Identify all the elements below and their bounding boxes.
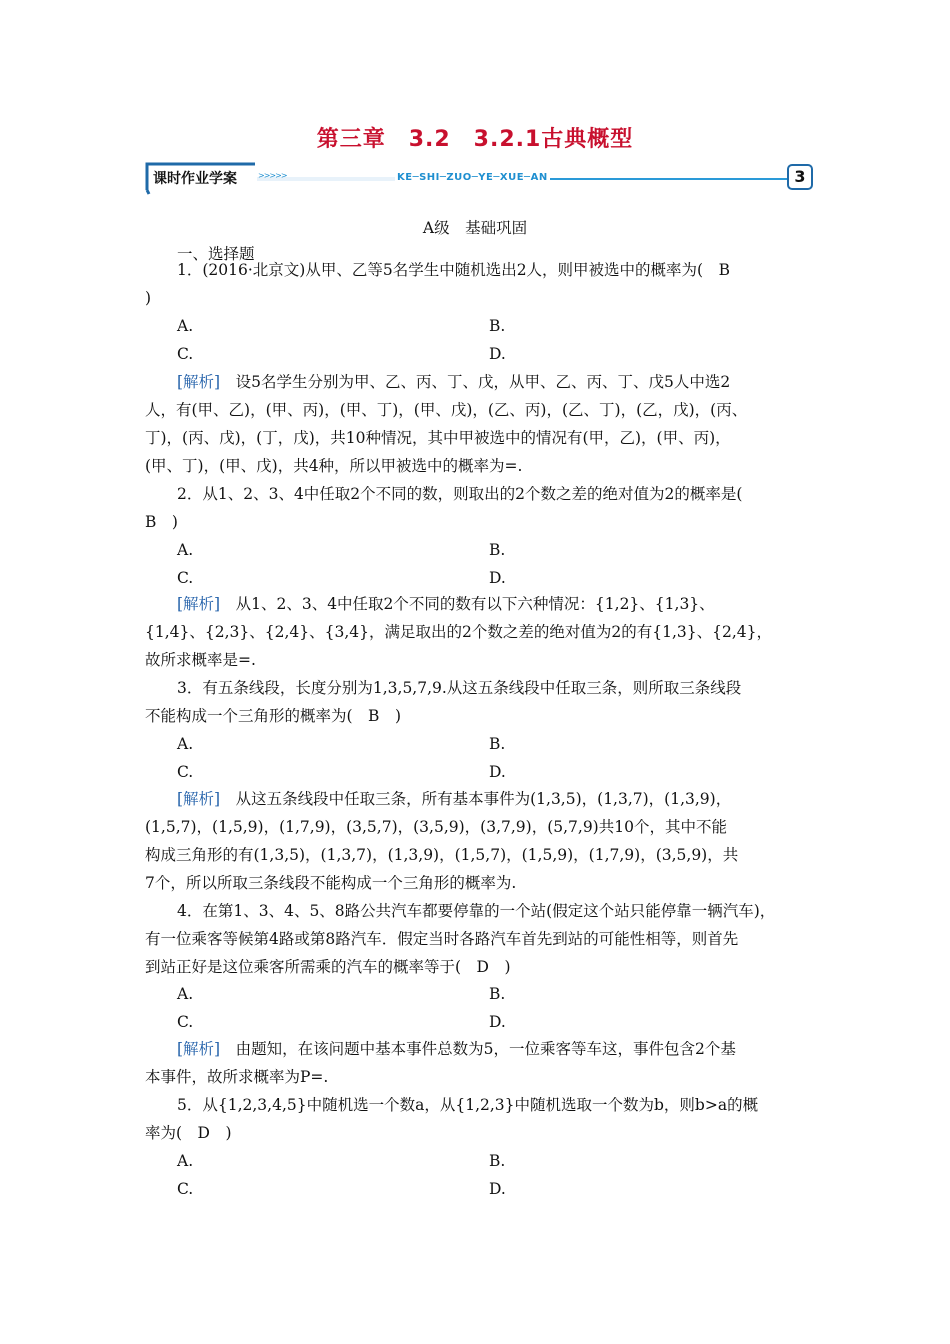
banner-pinyin: KE─SHI─ZUO─YE─XUE─AN <box>397 172 548 183</box>
text-line <box>145 650 256 670</box>
text-line <box>177 316 193 336</box>
line-text: B ) <box>145 513 178 531</box>
option-label: D. <box>489 1013 506 1031</box>
text-line <box>145 706 401 726</box>
banner-label: 课时作业学案 <box>153 171 237 187</box>
text-line <box>145 456 522 476</box>
text-line <box>145 817 727 837</box>
line-text: 从这五条线段中任取三条，所有基本事件为(1,3,5)，(1,3,7)，(1,3,9)， <box>220 790 732 808</box>
text-line <box>177 901 775 921</box>
line-text: C. <box>177 763 194 781</box>
text-line <box>145 929 738 949</box>
line-text: A. <box>177 317 194 335</box>
analysis-line <box>177 594 715 614</box>
text-line <box>177 734 193 754</box>
line-text: A. <box>177 1152 194 1170</box>
line-text: A. <box>177 541 194 559</box>
homework-banner <box>145 160 815 198</box>
option-label: B. <box>489 1152 506 1170</box>
analysis-label: [解析] <box>177 373 221 391</box>
banner-number-badge: 3 <box>787 164 813 190</box>
line-text: ) <box>145 289 152 307</box>
line-text: C. <box>177 1180 194 1198</box>
line-text: 由题知，在该问题中基本事件总数为5，一位乘客等车这，事件包含2个基 <box>220 1040 736 1058</box>
text-line <box>177 1095 758 1115</box>
text-line <box>145 428 731 448</box>
text-line <box>145 400 747 420</box>
line-text: (甲、丁)，(甲、戊)，共4种，所以甲被选中的概率为=. <box>145 457 523 475</box>
line-text: 4．在第1、3、4、5、8路公共汽车都要停靠的一个站(假定这个站只能停靠一辆汽车)， <box>177 902 776 920</box>
text-line <box>177 1179 193 1199</box>
line-text: 人，有(甲、乙)，(甲、丙)，(甲、丁)，(甲、戊)，(乙、丙)，(乙、丁)，(乙，戊)，(丙、 <box>145 401 748 419</box>
text-line <box>177 1012 193 1032</box>
analysis-line <box>177 1039 736 1059</box>
line-text: (1,5,7)，(1,5,9)，(1,7,9)，(3,5,7)，(3,5,9)，(3,7,9)，(5,7,9)共10个，其中不能 <box>145 818 727 836</box>
line-text: 3．有五条线段，长度分别为1,3,5,7,9.从这五条线段中任取三条，则所取三条线段 <box>177 679 742 697</box>
analysis-label: [解析] <box>177 790 221 808</box>
option-label: D. <box>489 763 506 781</box>
option-label: B. <box>489 541 506 559</box>
line-text: C. <box>177 345 194 363</box>
section-heading: 一、选择题 <box>177 245 255 263</box>
line-text: 从1、2、3、4中任取2个不同的数有以下六种情况：{1,2}、{1,3}、 <box>220 595 715 613</box>
option-label: B. <box>489 985 506 1003</box>
line-text: 1．(2016·北京文)从甲、乙等5名学生中随机选出2人，则甲被选中的概率为( B <box>177 261 730 279</box>
text-line <box>145 1123 232 1143</box>
text-line <box>177 344 193 364</box>
text-line <box>177 1151 193 1171</box>
text-line <box>145 288 151 308</box>
option-label: D. <box>489 569 506 587</box>
option-label: B. <box>489 735 506 753</box>
line-text: {1,4}、{2,3}、{2,4}、{3,4}，满足取出的2个数之差的绝对值为2的有{1,3}、{2,4}， <box>145 623 772 641</box>
line-text: A. <box>177 985 194 1003</box>
text-line <box>145 957 511 977</box>
line-text: 故所求概率是=. <box>145 651 256 669</box>
text-line <box>177 484 742 504</box>
analysis-label: [解析] <box>177 1040 221 1058</box>
text-line <box>145 512 178 532</box>
line-text: 有一位乘客等候第4路或第8路汽车．假定当时各路汽车首先到站的可能性相等，则首先 <box>145 930 739 948</box>
line-text: 不能构成一个三角形的概率为( B ) <box>145 707 401 725</box>
line-text: C. <box>177 569 194 587</box>
line-text: 到站正好是这位乘客所需乘的汽车的概率等于( D ) <box>145 958 511 976</box>
text-line <box>145 1067 328 1087</box>
banner-arrows: >>>>> <box>258 171 287 180</box>
line-text: 本事件，故所求概率为P=. <box>145 1068 329 1086</box>
level-heading: A级 基础巩固 <box>422 219 528 237</box>
line-text: 率为( D ) <box>145 1124 232 1142</box>
line-text: 7个，所以所取三条线段不能构成一个三角形的概率为. <box>145 874 517 892</box>
text-line <box>177 260 730 280</box>
text-line <box>177 678 741 698</box>
option-label: B. <box>489 317 506 335</box>
analysis-line <box>177 789 731 809</box>
page-title: 第三章 3.2 3.2.1古典概型 <box>316 127 634 152</box>
line-text: 2．从1、2、3、4中任取2个不同的数，则取出的2个数之差的绝对值为2的概率是( <box>177 485 743 503</box>
analysis-line <box>177 372 730 392</box>
text-line <box>145 845 738 865</box>
text-line <box>177 540 193 560</box>
text-line <box>145 622 772 642</box>
analysis-label: [解析] <box>177 595 221 613</box>
line-text: 5．从{1,2,3,4,5}中随机选一个数a，从{1,2,3}中随机选取一个数为b，则b>a的概 <box>177 1096 759 1114</box>
option-label: D. <box>489 345 506 363</box>
line-text: C. <box>177 1013 194 1031</box>
line-text: 设5名学生分别为甲、乙、丙、丁、戊，从甲、乙、丙、丁、戊5人中选2 <box>220 373 731 391</box>
line-text: 构成三角形的有(1,3,5)，(1,3,7)，(1,3,9)，(1,5,7)，(1,5,9)，(1,7,9)，(3,5,9)，共 <box>145 846 739 864</box>
text-line <box>177 568 193 588</box>
text-line <box>145 873 516 893</box>
line-text: 丁)，(丙、戊)，(丁，戊)，共10种情况，其中甲被选中的情况有(甲，乙)，(甲、丙)， <box>145 429 731 447</box>
text-line <box>177 762 193 782</box>
line-text: A. <box>177 735 194 753</box>
text-line <box>177 984 193 1004</box>
option-label: D. <box>489 1180 506 1198</box>
